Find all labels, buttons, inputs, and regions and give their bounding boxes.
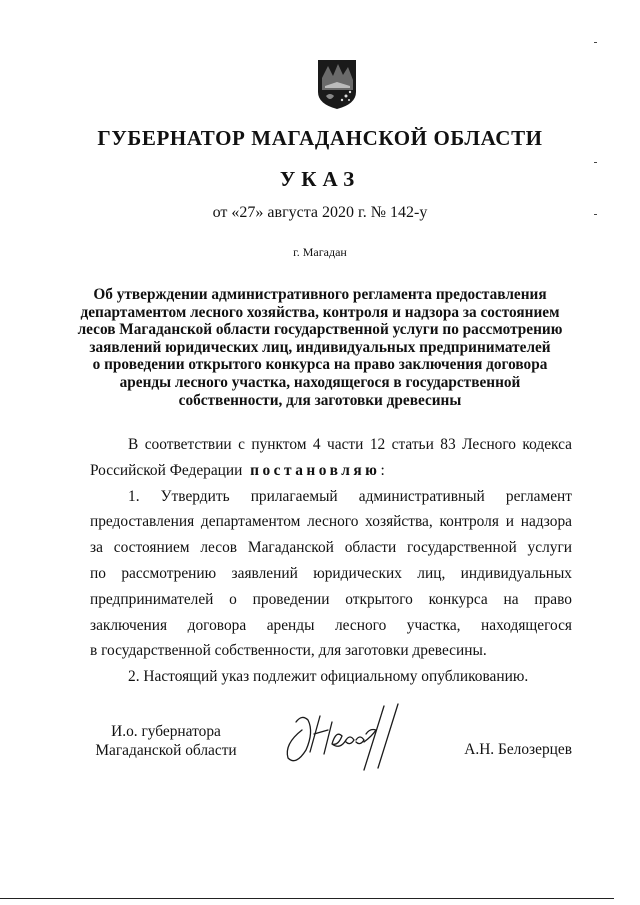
item1-line: за состоянием лесов Магаданской области государственной услуги [90, 539, 572, 557]
title-line: о проведении открытого конкурса на право заключения договора [92, 356, 548, 374]
decree-title [0, 286, 640, 409]
position-line: И.о. губернатора [111, 723, 221, 740]
item1-line: 1. Утвердить прилагаемый административный регламент [128, 487, 572, 505]
title-line: лесов Магаданской области государственной услуги по рассмотрению [77, 321, 563, 339]
title-line: аренды лесного участка, находящегося в государственной [119, 373, 521, 391]
coat-of-arms-emblem [316, 58, 358, 110]
item1-line: по рассмотрению заявлений юридических лиц, индивидуальных [90, 564, 572, 582]
title-line: департаментом лесного хозяйства, контроля и надзора за состоянием [80, 303, 560, 321]
item1-line: предоставления департаментом лесного хозяйства, контроля и надзора [90, 513, 572, 531]
issuer-heading: ГУБЕРНАТОР МАГАДАНСКОЙ ОБЛАСТИ [97, 126, 543, 150]
signatory-name: А.Н. Белозерцев [464, 741, 572, 758]
decree-word: постановляю [250, 461, 381, 479]
preamble-line: В соответствии с пунктом 4 части 12 статьи 83 Лесного кодекса [128, 436, 572, 453]
item1-line: предпринимателей о проведении открытого конкурса на право [90, 590, 572, 608]
decree-body [90, 432, 572, 690]
item2-line: 2. Настоящий указ подлежит официальному опубликованию. [128, 668, 529, 686]
bottom-rule [0, 898, 614, 899]
item1-line: заключения договора аренды лесного участка, находящегося [90, 616, 572, 634]
scan-artifact [594, 162, 597, 163]
title-line: заявлений юридических лиц, индивидуальных предпринимателей [89, 338, 551, 356]
city: г. Магадан [293, 245, 347, 259]
item1-last-line: в государственной собственности, для заготовки древесины. [90, 642, 487, 660]
scan-artifact [594, 214, 597, 215]
preamble-text: Российской Федерации [90, 461, 243, 479]
title-line: собственности, для заготовки древесины [178, 391, 462, 409]
date-and-number: от «27» августа 2020 г. № 142-у [212, 204, 428, 221]
signatory-position [92, 723, 240, 760]
position-line: Магаданской области [95, 741, 237, 759]
preamble-line: Российской Федерации постановляю: [90, 461, 385, 479]
document-type: УКАЗ [279, 167, 361, 191]
scan-artifact [594, 42, 597, 43]
handwritten-signature [280, 700, 410, 772]
title-line: Об утверждении административного регламента предоставления [93, 286, 547, 303]
